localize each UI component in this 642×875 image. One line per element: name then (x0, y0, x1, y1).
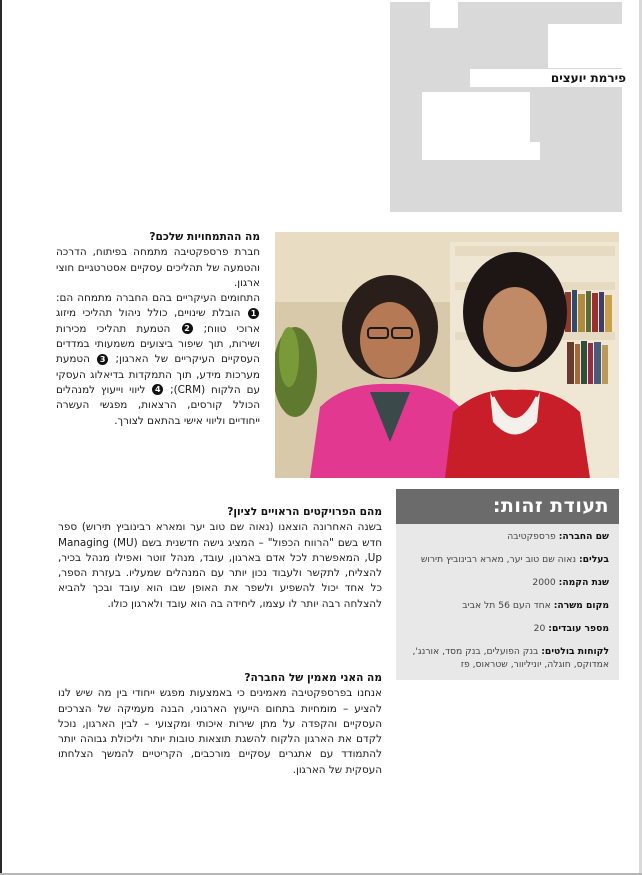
number-badge: 4 (152, 384, 163, 395)
decor-block (540, 142, 622, 160)
paragraph (56, 291, 260, 429)
paragraph: אנחנו בפרספקטיבה מאמינים כי באמצעות מפגש ייחודי בין מה שיש לנו להציע – מומחיות בתחום הייעוץ הארגוני, הבנה מעמיקה של הצרכים העסקיים והקפדה על מתן שירות איכותי ומקצועי – לבין הארגון, נוכל לקדם את הארגון הלקוח להשגת תוצאות טובות יותר וליכולת גבוהה יותר להתמודד עם אתגרים עסקיים מורכבים, הקריטיים להמשך הצלחתו העסקית של הארגון. (58, 687, 382, 776)
id-value: פרספקטיבה (507, 531, 556, 542)
id-label: שנת הקמה: (558, 577, 609, 588)
number-badge: 3 (97, 354, 108, 365)
id-row (402, 576, 609, 589)
question-title: מה האני מאמין של החברה? (244, 672, 382, 684)
id-value: 2000 (532, 577, 556, 588)
decor-notch (548, 24, 622, 68)
text-run: הטמעת תהליכי מכירות ושירות, תוך שיפור ביצועים משמעותי במדדים העסקיים העיקריים של הארגון; (56, 322, 260, 366)
decor-block (390, 160, 622, 212)
paragraph: חברת פרספקטיבה מתמחה בפיתוח, הדרכה והטמעה של תהליכים עסקיים אסטרטגיים חוצי ארגון. (56, 246, 260, 289)
id-label: לקוחות בולטים: (541, 646, 609, 657)
id-value: נאוה שם טוב יער, מארא רבינוביץ תירוש (420, 554, 577, 565)
article-column-2 (58, 505, 382, 612)
number-badge: 2 (182, 323, 193, 334)
article-column-1 (56, 230, 260, 429)
id-row (402, 530, 609, 543)
decor-notch (430, 2, 458, 28)
id-label: מקום משרה: (553, 600, 609, 611)
id-card-rows (396, 524, 619, 671)
id-row (402, 553, 609, 566)
id-card-title: תעודת זהות: (396, 489, 619, 524)
decor-block (530, 92, 622, 142)
text-run: ליווי וייעוץ למנהלים הכולל קורסים, הרצאות, מפגשי העשרה ייחודיים וליווי אישי בהתאם לצורך. (56, 383, 260, 427)
id-row (402, 622, 609, 635)
number-badge: 1 (248, 308, 259, 319)
text-run: הובלת שינויים, כולל ניהול תהליכי מיזוג ארוכי טווח; (56, 307, 260, 335)
question-title: מהם הפרויקטים הראויים לציון? (227, 506, 382, 518)
question-title: מה ההתמחויות שלכם? (149, 231, 260, 243)
article-column-3 (58, 671, 382, 778)
text-run: התחומים העיקריים בהם החברה מתמחה הם: (56, 292, 260, 305)
id-value: בנק הפועלים, בנק מסד, אורנג', אמדוקס, חוגלה, יוניליוור, שטראוס, פז (412, 646, 609, 670)
text-run: הטמעת מערכות מידע, תוך התמקדות בדיאלוג העסקי עם הלקוח (CRM); (56, 353, 260, 396)
owners-photo (275, 232, 619, 478)
id-row (402, 599, 609, 612)
paragraph: בשנה האחרונה הוצאנו (נאוה שם טוב יער ומארא רבינוביץ תירוש) ספר חדש בשם "הרווח הכפול" – המציג גישה חדשנית בשם (MU) Managing Up, המאפשרת לכל אדם בארגון, עובד, מנהל זוטר ואפילו מנהל בכיר, להצליח, לתקשר ולעבוד נכון יותר עם המנהלים שמעליו. בעזרת הספר, כל אחד יכול להשפיע ולשפר את האופן שבו הוא עובד ובכך להביא להצלחה רבה יותר לו עצמו, ליחידה בה הוא עובד ולארגון כולו. (58, 521, 382, 610)
id-value: 20 (533, 623, 546, 634)
id-label: שם החברה: (558, 531, 609, 542)
section-label: פירמת יועצים (470, 69, 626, 87)
id-label: מספר עובדים: (548, 623, 609, 634)
id-value: אחד העם 56 תל אביב (462, 600, 551, 611)
id-label: בעלים: (578, 554, 609, 565)
company-id-card (396, 489, 619, 680)
page-frame-left (0, 0, 2, 875)
id-row (402, 645, 609, 671)
